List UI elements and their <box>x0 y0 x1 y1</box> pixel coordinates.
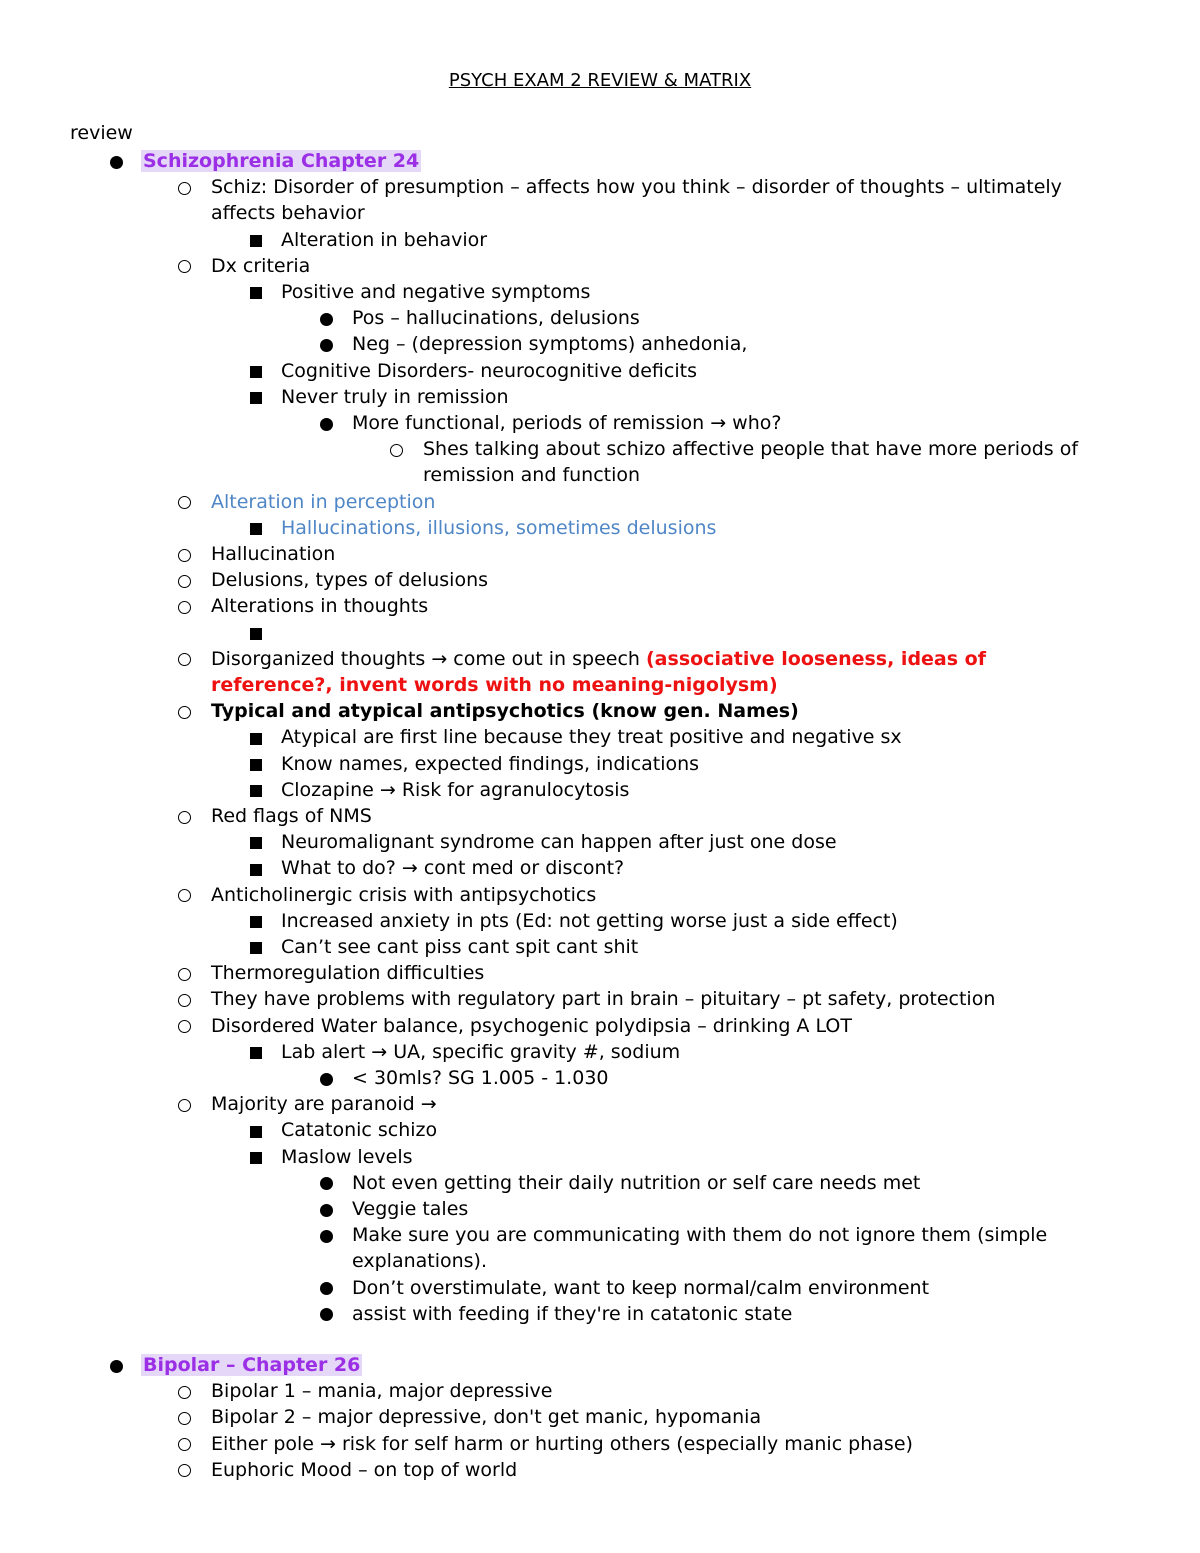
list-item <box>211 1013 852 1039</box>
bullet-square-icon <box>250 628 262 640</box>
list-item <box>281 515 716 541</box>
list-item-text: Lab alert → UA, specific gravity #, sodium <box>281 1040 681 1063</box>
bullet-circle-icon <box>178 1386 191 1399</box>
list-item <box>211 1091 437 1117</box>
list-item-text: Thermoregulation difficulties <box>211 962 485 985</box>
list-item-text: Neuromalignant syndrome can happen after just one dose <box>281 831 837 854</box>
list-item <box>211 1457 517 1483</box>
list-item-text: Disordered Water balance, psychogenic polydipsia – drinking A LOT <box>211 1014 852 1037</box>
list-item-text: Typical and atypical antipsychotics (know gen. Names) <box>211 700 799 723</box>
bullet-square-icon <box>250 1047 262 1059</box>
list-item <box>211 698 799 724</box>
bullet-circle-icon <box>178 706 191 719</box>
list-item <box>352 410 781 436</box>
list-item-text: Veggie tales <box>352 1198 469 1220</box>
list-item <box>281 1117 437 1143</box>
bullet-disc-icon <box>320 1230 333 1243</box>
bullet-circle-icon <box>178 968 191 981</box>
bullet-circle-icon <box>178 1099 191 1112</box>
list-item <box>211 253 310 279</box>
list-item <box>211 803 372 829</box>
bullet-square-icon <box>250 1152 262 1164</box>
list-item-text: Alteration in behavior <box>281 228 488 251</box>
bullet-disc-icon <box>320 1073 333 1086</box>
highlighted-note: (associative looseness, ideas of reference?, invent words with no meaning-nigolysm) <box>211 647 986 696</box>
list-item-text: Red flags of NMS <box>211 805 372 827</box>
list-item <box>281 829 837 855</box>
bullet-square-icon <box>250 864 262 876</box>
list-item-text: Increased anxiety in pts (Ed: not getting worse just a side effect) <box>281 909 898 932</box>
list-item-text: Disorganized thoughts → come out in speech <box>211 647 646 670</box>
list-item <box>211 541 335 567</box>
bullet-square-icon <box>250 392 262 404</box>
list-item-text: Never truly in remission <box>281 385 509 408</box>
list-item-text: Dx criteria <box>211 254 311 277</box>
bullet-circle-icon <box>178 182 191 195</box>
list-item-text: Catatonic schizo <box>281 1119 438 1142</box>
bullet-circle-icon <box>178 601 191 614</box>
list-item <box>211 960 484 986</box>
bullet-square-icon <box>250 287 262 299</box>
bullet-square-icon <box>250 837 262 849</box>
list-item <box>352 1301 792 1327</box>
list-item-text: Clozapine → Risk for agranulocytosis <box>281 778 630 801</box>
list-item <box>281 227 487 253</box>
list-item-text: Maslow levels <box>281 1145 413 1168</box>
bullet-disc-icon <box>320 339 333 352</box>
bullet-square-icon <box>250 942 262 954</box>
bullet-circle-icon <box>178 1438 191 1451</box>
list-item <box>281 358 697 384</box>
list-item <box>281 279 590 305</box>
bullet-circle-icon <box>178 889 191 902</box>
list-item <box>352 1222 1110 1274</box>
list-item <box>281 1039 680 1065</box>
list-item <box>352 305 640 331</box>
bullet-disc-icon <box>320 1177 333 1190</box>
list-item <box>281 751 699 777</box>
bullet-circle-icon <box>178 811 191 824</box>
bullet-square-icon <box>250 785 262 797</box>
list-item-text: What to do? → cont med or discont? <box>281 857 625 880</box>
list-item-text: Hallucination <box>211 543 336 565</box>
bullet-circle-icon <box>178 994 191 1007</box>
bullet-square-icon <box>250 523 262 535</box>
bullet-disc-icon <box>110 1360 123 1373</box>
bullet-square-icon <box>250 759 262 771</box>
list-item <box>281 384 509 410</box>
bullet-circle-icon <box>178 496 191 509</box>
section-header-text: Schizophrenia Chapter 24 <box>143 150 420 172</box>
review-label: review <box>70 122 133 144</box>
list-item-text: Neg – (depression symptoms) anhedonia, <box>352 333 748 356</box>
list-item <box>211 1378 552 1404</box>
list-item <box>211 986 995 1012</box>
bullet-disc-icon <box>320 1308 333 1321</box>
list-item <box>352 1065 609 1091</box>
bullet-disc-icon <box>320 313 333 326</box>
list-item <box>281 777 629 803</box>
bullet-circle-icon <box>178 575 191 588</box>
list-item-text: Positive and negative symptoms <box>281 281 591 303</box>
section-header <box>141 1352 362 1378</box>
document-title: PSYCH EXAM 2 REVIEW & MATRIX <box>448 70 752 91</box>
bullet-square-icon <box>250 1126 262 1138</box>
list-item-text: < 30mls? SG 1.005 - 1.030 <box>352 1067 609 1089</box>
list-item-text: Schiz: Disorder of presumption – affects how you think – disorder of thoughts – ultimately affects behavior <box>211 176 1062 225</box>
list-item-text: Majority are paranoid → <box>211 1093 437 1116</box>
list-item <box>211 567 488 593</box>
list-item-text: Hallucinations, illusions, sometimes delusions <box>281 516 717 539</box>
bullet-square-icon <box>250 366 262 378</box>
list-item <box>211 489 435 515</box>
bullet-disc-icon <box>320 1282 333 1295</box>
bullet-circle-icon <box>178 1412 191 1425</box>
section-header <box>141 148 421 174</box>
bullet-disc-icon <box>320 418 333 431</box>
bullet-square-icon <box>250 235 262 247</box>
list-item-text: Bipolar 2 – major depressive, don't get manic, hypomania <box>211 1406 762 1429</box>
list-item <box>352 1170 920 1196</box>
list-item <box>352 1275 929 1301</box>
bullet-square-icon <box>250 733 262 745</box>
list-item <box>423 436 1110 488</box>
list-item <box>211 1431 913 1457</box>
bullet-circle-icon <box>178 260 191 273</box>
bullet-square-icon <box>250 916 262 928</box>
list-item-text: Cognitive Disorders- neurocognitive deficits <box>281 359 697 382</box>
list-item <box>211 593 428 619</box>
list-item <box>211 646 1110 698</box>
bullet-circle-icon <box>390 444 403 457</box>
list-item <box>211 1404 761 1430</box>
bullet-circle-icon <box>178 1020 191 1033</box>
list-item-text: Can’t see cant piss cant spit cant shit <box>281 936 639 958</box>
list-item-text: Atypical are first line because they treat positive and negative sx <box>281 726 902 749</box>
list-item-text: Delusions, types of delusions <box>211 569 489 592</box>
list-item <box>352 1196 468 1222</box>
list-item <box>281 855 624 881</box>
list-item <box>211 174 1110 226</box>
list-item-text: They have problems with regulatory part in brain – pituitary – pt safety, protection <box>211 988 996 1011</box>
list-item-text: Bipolar 1 – mania, major depressive <box>211 1380 553 1403</box>
list-item <box>281 934 638 960</box>
list-item-text: Make sure you are communicating with them do not ignore them (simple explanations). <box>352 1224 1048 1273</box>
list-item <box>281 908 898 934</box>
list-item-text: Euphoric Mood – on top of world <box>211 1458 518 1481</box>
list-item <box>211 882 596 908</box>
bullet-circle-icon <box>178 549 191 562</box>
list-item-text: Know names, expected findings, indications <box>281 752 700 775</box>
list-item <box>281 1144 413 1170</box>
list-item-text: Pos – hallucinations, delusions <box>352 307 640 330</box>
list-item-text: Alterations in thoughts <box>211 595 429 618</box>
list-item-text: Alteration in perception <box>211 490 436 513</box>
list-item-text: Don’t overstimulate, want to keep normal/calm environment <box>352 1276 930 1299</box>
list-item-text: assist with feeding if they're in catatonic state <box>352 1302 793 1325</box>
bullet-circle-icon <box>178 653 191 666</box>
list-item-text: Shes talking about schizo affective people that have more periods of remission and function <box>423 438 1079 487</box>
bullet-disc-icon <box>110 156 123 169</box>
section-header-text: Bipolar – Chapter 26 <box>143 1354 361 1376</box>
list-item-text: Either pole → risk for self harm or hurting others (especially manic phase) <box>211 1432 913 1455</box>
list-item <box>352 331 747 357</box>
bullet-disc-icon <box>320 1204 333 1217</box>
list-item <box>281 724 902 750</box>
bullet-circle-icon <box>178 1464 191 1477</box>
list-item-text: More functional, periods of remission → who? <box>352 412 782 434</box>
list-item-text: Anticholinergic crisis with antipsychotics <box>211 883 597 906</box>
list-item-text: Not even getting their daily nutrition or self care needs met <box>352 1171 921 1194</box>
